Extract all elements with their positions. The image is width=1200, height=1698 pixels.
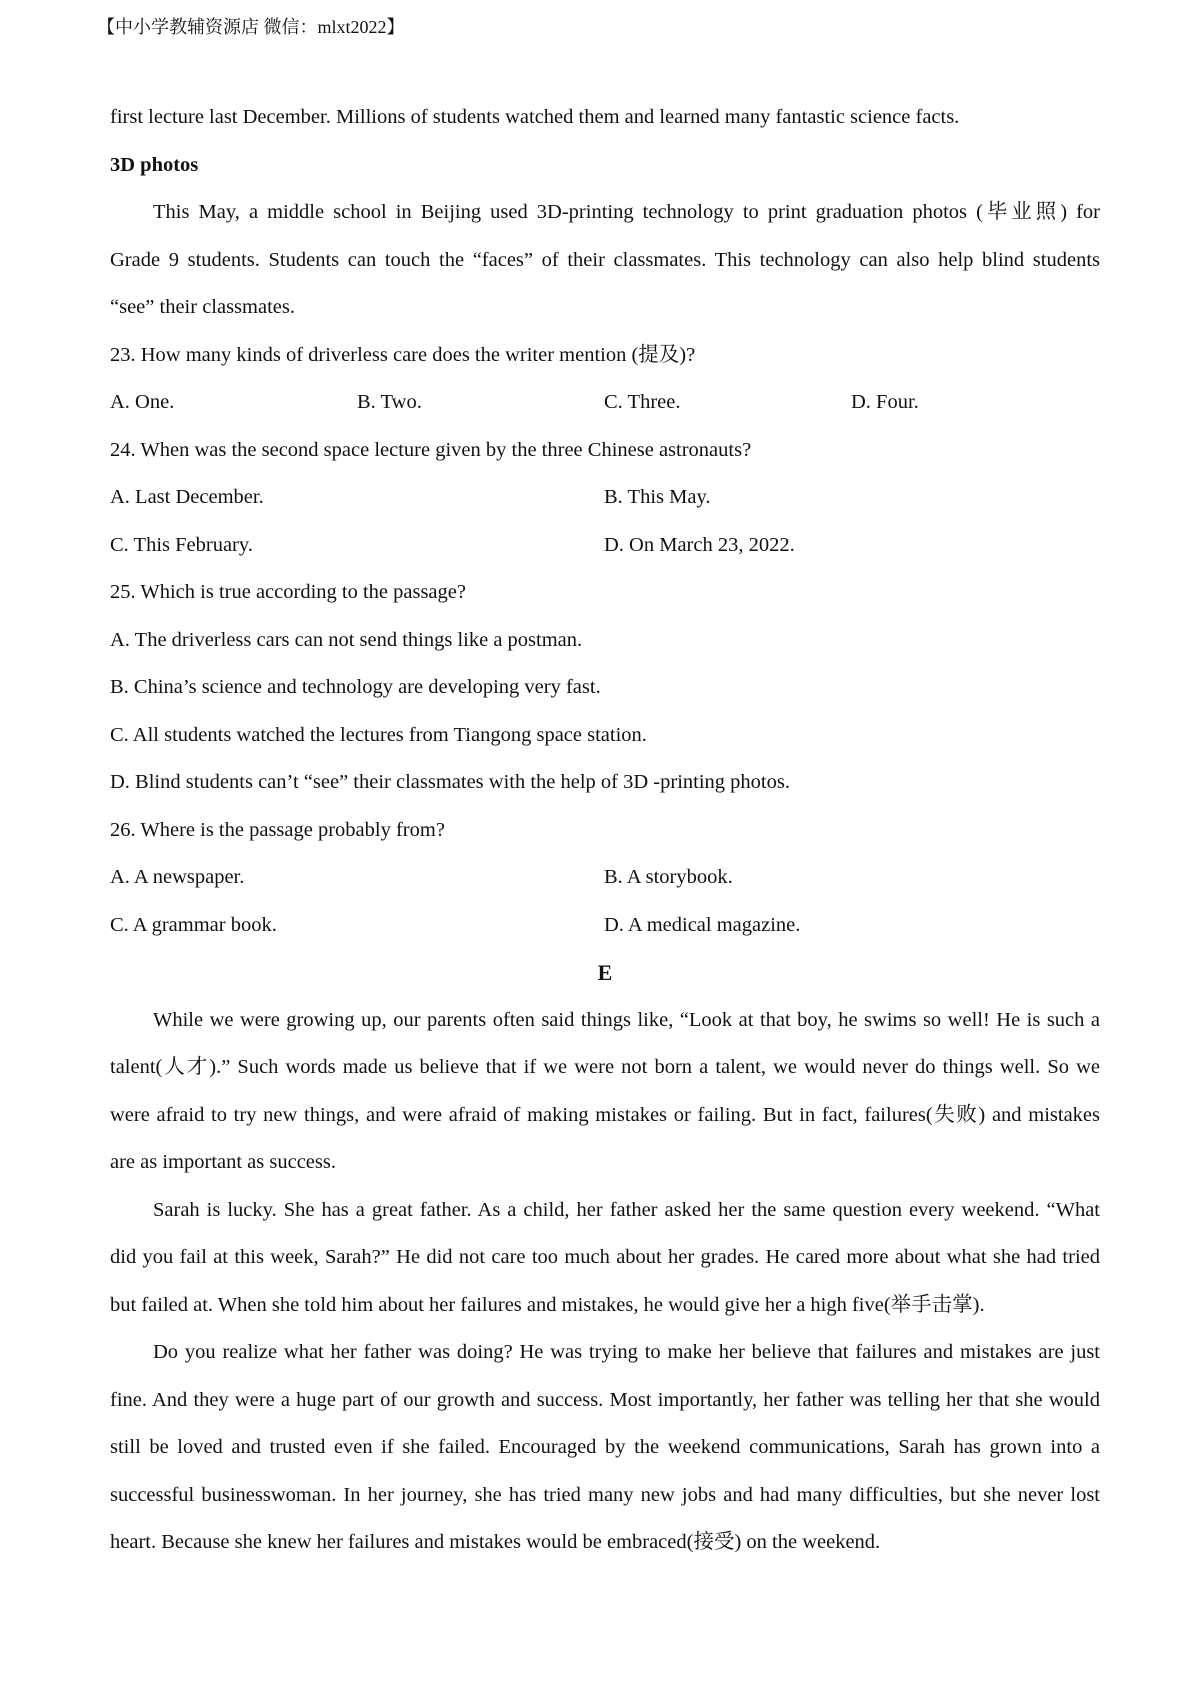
paragraph-3-line-5: heart. Because she knew her failures and mistakes would be embraced(接受) on the weekend. xyxy=(110,1531,881,1553)
paragraph-2-line-2: did you fail at this week, Sarah?” He did not care too much about her grades. He cared more about what she had tried xyxy=(110,1246,1100,1268)
question-26-option-b: B. A storybook. xyxy=(604,866,733,888)
question-24-option-b: B. This May. xyxy=(604,486,711,508)
paragraph-1-line-2: talent(人才).” Such words made us believe that if we were not born a talent, we would never do things well. So we xyxy=(110,1056,1100,1078)
question-24-stem: 24. When was the second space lecture given by the three Chinese astronauts? xyxy=(110,438,752,461)
paragraph-2-line-1: Sarah is lucky. She has a great father. As a child, her father asked her the same question every weekend. “What xyxy=(153,1198,1100,1221)
question-25-stem: 25. Which is true according to the passage? xyxy=(110,581,466,603)
paragraph-3 xyxy=(110,1329,1100,1567)
section-heading-e: E xyxy=(597,960,613,985)
question-26-option-c: C. A grammar book. xyxy=(110,913,277,936)
3d-photos-line-2: Grade 9 students. Students can touch the “faces” of their classmates. This technology can also help blind students xyxy=(110,248,1100,271)
3d-photos-line-3: “see” their classmates. xyxy=(110,296,295,318)
paragraph-1-line-1: While we were growing up, our parents often said things like, “Look at that boy, he swims so well! He is such a xyxy=(153,1008,1100,1031)
question-26-options-row-2 xyxy=(110,902,1100,950)
intro-line: first lecture last December. Millions of students watched them and learned many fantastic science facts. xyxy=(110,106,960,128)
question-23-option-a: A. One. xyxy=(110,391,175,413)
section-title-3d-photos: 3D photos xyxy=(110,153,199,176)
question-24-option-a: A. Last December. xyxy=(110,486,264,508)
question-24-options-row-1 xyxy=(110,474,1100,522)
question-24-option-d: D. On March 23, 2022. xyxy=(604,533,795,556)
question-25-option-d: D. Blind students can’t “see” their classmates with the help of 3D -printing photos. xyxy=(110,771,790,793)
3d-photos-line-1: This May, a middle school in Beijing used 3D-printing technology to print graduation photos (毕业照) for xyxy=(153,201,1100,223)
paragraph-1 xyxy=(110,997,1100,1187)
question-24-options-row-2 xyxy=(110,522,1100,570)
question-24-option-c: C. This February. xyxy=(110,533,253,556)
question-23-option-b: B. Two. xyxy=(357,391,422,413)
question-25-option-c: C. All students watched the lectures from Tiangong space station. xyxy=(110,723,647,746)
page-header: 【中小学教辅资源店 微信：mlxt2022】 xyxy=(97,17,405,37)
question-26-option-d: D. A medical magazine. xyxy=(604,913,801,936)
paragraph-3-line-2: fine. And they were a huge part of our growth and success. Most importantly, her father was telling her that she would xyxy=(110,1388,1100,1411)
paragraph-2 xyxy=(110,1187,1100,1330)
paragraph-3-line-4: successful businesswoman. In her journey, she has tried many new jobs and had many difficulties, but she never lost xyxy=(110,1483,1100,1506)
paragraph-3-line-1: Do you realize what her father was doing? He was trying to make her believe that failures and mistakes are just xyxy=(153,1341,1100,1363)
question-23-options xyxy=(110,379,1100,427)
paragraph-3-line-3: still be loved and trusted even if she failed. Encouraged by the weekend communications, Sarah has grown into a xyxy=(110,1436,1100,1458)
question-25-option-b: B. China’s science and technology are developing very fast. xyxy=(110,676,601,698)
paragraph-1-line-4: are as important as success. xyxy=(110,1151,336,1173)
question-23-option-c: C. Three. xyxy=(604,391,681,413)
paragraph-1-line-3: were afraid to try new things, and were afraid of making mistakes or failing. But in fact, failures(失败) and mistakes xyxy=(110,1103,1100,1126)
document-body xyxy=(110,94,1100,1567)
question-23-option-d: D. Four. xyxy=(851,391,919,413)
question-26-stem: 26. Where is the passage probably from? xyxy=(110,818,445,841)
paragraph-2-line-3: but failed at. When she told him about her failures and mistakes, he would give her a high five(举手击掌). xyxy=(110,1293,985,1316)
question-23-stem: 23. How many kinds of driverless care does the writer mention (提及)? xyxy=(110,343,696,366)
question-26-option-a: A. A newspaper. xyxy=(110,866,245,888)
question-26-options-row-1 xyxy=(110,854,1100,902)
question-25-option-a: A. The driverless cars can not send things like a postman. xyxy=(110,628,583,651)
